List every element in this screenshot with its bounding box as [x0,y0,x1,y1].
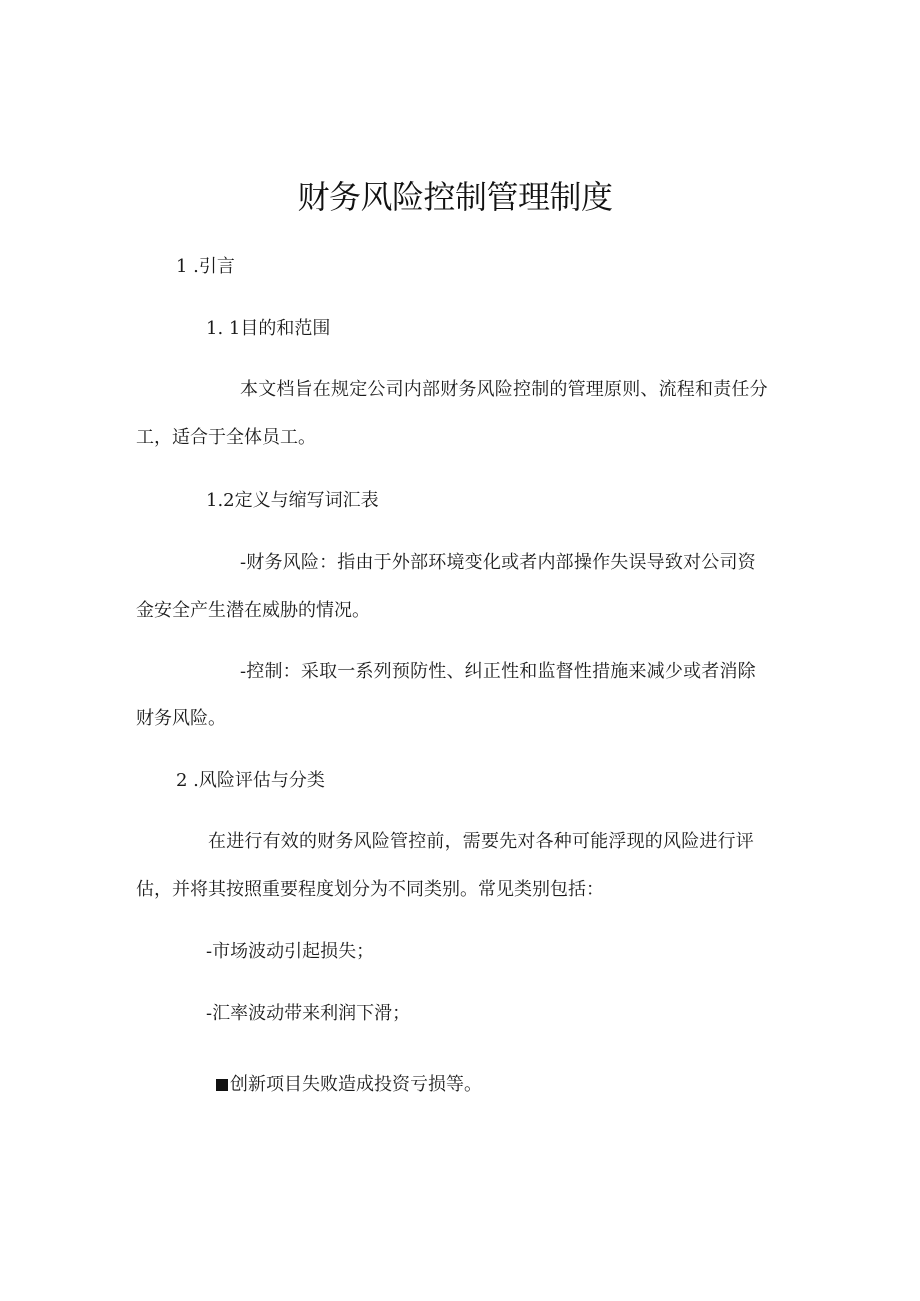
document-title: 财务风险控制管理制度 [297,178,613,216]
section-1-1-heading: 1. 1目的和范围 [206,318,331,339]
section-1-1-paragraph-line-2: 工，适合于全体员工。 [136,427,316,448]
definition-control-line-1: -控制：采取一系列预防性、纠正性和监督性措施来减少或者消除 [240,661,756,682]
list-item: -市场波动引起损失； [206,941,375,962]
square-bullet-icon [216,1079,228,1091]
definition-risk-line-1: -财务风险：指由于外部环境变化或者内部操作失误导致对公司资 [240,552,756,573]
list-item [216,1073,482,1097]
section-2-heading: 2 .风险评估与分类 [176,770,325,791]
section-1-2-heading: 1.2定义与缩写词汇表 [206,490,379,511]
list-item: -汇率波动带来利润下滑； [206,1003,411,1024]
list-item-text: 创新项目失败造成投资亏损等。 [230,1074,482,1095]
section-2-paragraph-line-2: 估，并将其按照重要程度划分为不同类别。常见类别包括： [136,879,604,900]
definition-control-line-2: 财务风险。 [136,708,226,729]
section-1-heading: 1 .引言 [176,256,235,277]
section-2-paragraph-line-1: 在进行有效的财务风险管控前，需要先对各种可能浮现的风险进行评 [208,831,754,852]
section-1-1-paragraph-line-1: 本文档旨在规定公司内部财务风险控制的管理原则、流程和责任分 [240,379,768,400]
definition-risk-line-2: 金安全产生潜在威胁的情况。 [136,600,370,621]
